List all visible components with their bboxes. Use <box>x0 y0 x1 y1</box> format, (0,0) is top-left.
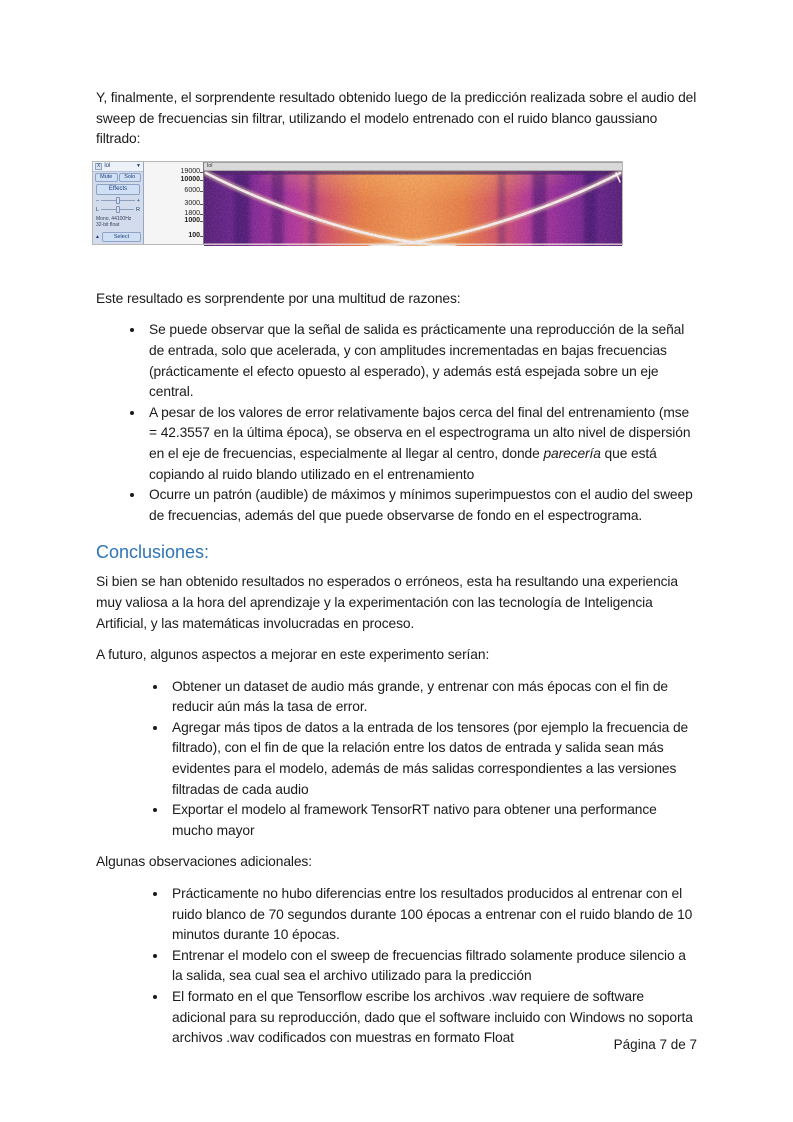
spectrogram-plot <box>204 171 622 247</box>
gain-minus-label: – <box>96 197 100 204</box>
spectrogram-track <box>204 162 622 244</box>
mute-button: Mute <box>95 173 118 182</box>
frequency-tick-label: 100 <box>188 231 200 239</box>
frequency-tick-label: 1000 <box>184 216 200 224</box>
clip-title-bar: lol <box>204 163 622 171</box>
sample-rate-label: Mono, 44100Hz <box>96 215 132 222</box>
close-icon: X <box>97 162 101 169</box>
intro-paragraph: Y, finalmente, el sorprendente resultado obtenido luego de la predicción realizada sobre el audio del sweep de frecuencias sin filtrar, utilizando el modelo entrenado con el ruido blanco gaussiano filtrado: <box>96 90 697 147</box>
gain-slider-rail <box>101 200 135 201</box>
list-item: • Ocurre un patrón (audible) de máximos y mínimos superimpuestos con el audio del sweep de frecuencias, además del que puede observarse de fondo en el espectrograma. <box>145 485 697 526</box>
reasons-list <box>96 320 697 526</box>
select-button: Select <box>102 232 141 242</box>
chevron-down-icon: ▼ <box>136 163 141 170</box>
list-item: • Agregar más tipos de datos a la entrada de los tensores (por ejemplo la frecuencia de filtrado), con el fin de que la relación entre los datos de entrada y salida sean más evidentes para el modelo, además de más salidas correspondientes a las versiones filtradas de cada audio <box>168 718 697 800</box>
track-header <box>93 162 143 172</box>
conclusions-heading: Conclusiones: <box>96 542 210 563</box>
frequency-tick-label: 19000 <box>180 167 200 175</box>
spectrogram-image[interactable] <box>92 161 623 245</box>
list-item: • Se puede observar que la señal de salida es prácticamente una reproducción de la señal de entrada, solo que acelerada, y con amplitudes incrementadas en bajas frecuencias (prácticamente el efecto opuesto al esperado), y además está espejada sobre un eje central. <box>145 320 697 402</box>
future-intro: A futuro, algunos aspectos a mejorar en este experimento serían: <box>96 647 490 663</box>
frequency-ruler <box>144 162 204 244</box>
pan-left-label: L <box>96 206 100 213</box>
list-item: • Exportar el modelo al framework TensorRT nativo para obtener una performance mucho mayor <box>168 800 697 841</box>
effects-button: Effects <box>96 184 140 195</box>
pan-slider <box>93 204 143 213</box>
solo-button: Solo <box>119 173 142 182</box>
list-item: • Prácticamente no hubo diferencias entre los resultados producidos al entrenar con el ruido blanco de 70 segundos durante 100 épocas a entrenar con el ruido blando de 10 minutos durante 10 épocas. <box>168 884 697 946</box>
track-name: lol <box>104 163 111 170</box>
future-list <box>96 677 697 842</box>
observations-list <box>96 884 697 1049</box>
frequency-tick-label: 1800 <box>184 209 200 217</box>
reasons-intro: Este resultado es sorprendente por una multitud de razones: <box>96 290 461 306</box>
frequency-tick-label: 3000 <box>184 199 200 207</box>
conclusions-paragraph: Si bien se han obtenido resultados no esperados o erróneos, esta ha resultando una experiencia muy valiosa a la hora del aprendizaje y la experimentación con las tecnología de Inteligencia Artificial, y las matemáticas involucradas en proceso. <box>96 574 678 631</box>
gain-slider <box>93 195 143 204</box>
pan-right-label: R <box>136 206 140 213</box>
gain-plus-label: + <box>136 197 140 204</box>
pan-slider-rail <box>101 209 134 210</box>
bit-depth-label: 32-bit float <box>96 221 120 228</box>
track-format-info <box>93 213 143 228</box>
list-item: • Entrenar el modelo con el sweep de frecuencias filtrado solamente produce silencio a la salida, sea cual sea el archivo utilizado para la predicción <box>168 946 697 987</box>
frequency-tick-label: 10000 <box>180 175 200 183</box>
observations-intro: Algunas observaciones adicionales: <box>96 854 312 870</box>
pan-slider-thumb <box>116 206 120 213</box>
page-number: Página 7 de 7 <box>613 1037 697 1052</box>
list-item: • A pesar de los valores de error relativamente bajos cerca del final del entrenamiento (mse = 42.3557 en la última época), se observa en el espectrograma un alto nivel de dispersión en el eje de frecuencias, especialmente al llegar al centro, donde parecería que está copiando al ruido blando utilizado en el entrenamiento <box>145 403 697 485</box>
list-item: • Obtener un dataset de audio más grande, y entrenar con más épocas con el fin de reducir aún más la tasa de error. <box>168 677 697 718</box>
spectrogram-graphic <box>204 171 622 247</box>
track-control-panel <box>93 162 144 244</box>
frequency-tick-label: 6000 <box>184 186 200 194</box>
gain-slider-thumb <box>116 197 120 204</box>
list-item: • El formato en el que Tensorflow escribe los archivos .wav requiere de software adicional para su reproducción, dado que el software incluido con Windows no soporta archivos .wav codificados con muestras en formato Float <box>168 987 697 1049</box>
collapse-icon: ▲ <box>95 233 100 240</box>
